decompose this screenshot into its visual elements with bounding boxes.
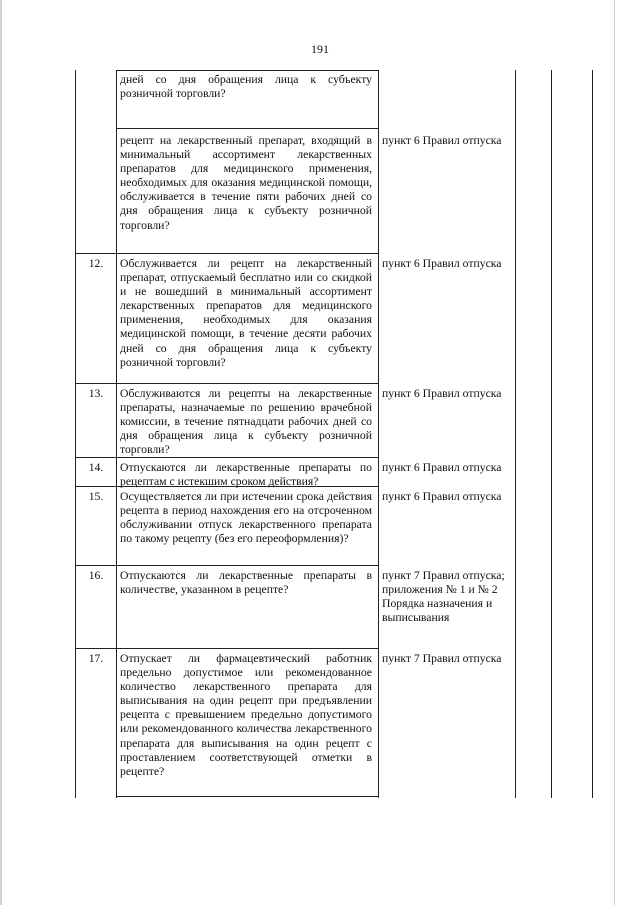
question-text: дней со дня обращения лица к субъекту розничной торговли? <box>120 73 372 101</box>
row-number: 14. <box>88 461 104 474</box>
reference-text: пункт 7 Правил отпуска; приложения № 1 и № 2 Порядка назначения и выписывания <box>382 569 505 625</box>
checklist-table <box>75 70 595 798</box>
question-text: Отпускает ли фармацевтический работник предельно допустимое или рекомендованное количество лекарственного препарата для выписывания на один рецепт при предъявлении рецепта с превышением предельно допустимого или рекомендованного количества лекарственного препарата для выписывания на один рецепт с проставлением соответствующей отметки в рецепте? <box>120 652 372 778</box>
reference-text: пункт 6 Правил отпуска <box>382 461 502 474</box>
question-text: Обслуживается ли рецепт на лекарственный препарат, отпускаемый бесплатно или со скидкой и не вошедший в минимальный ассортимент лекарственных препаратов для медицинского применения, необходимых для оказания медицинской помощи, в течение десяти рабочих дней со дня обращения лица к субъекту розничной торговли? <box>120 257 372 369</box>
reference-text: пункт 6 Правил отпуска <box>382 134 502 147</box>
row-number: 12. <box>88 257 104 270</box>
question-text: Обслуживаются ли рецепты на лекарственные препараты, назначаемые по решению врачебной комиссии, в течение пятнадцати рабочих дней со дня обращения лица к субъекту розничной торговли? <box>120 387 372 457</box>
page-number: 191 <box>311 42 329 56</box>
question-text: рецепт на лекарственный препарат, входящий в минимальный ассортимент лекарственных препаратов для медицинского применения, необходимых для оказания медицинской помощи, обслуживается в течение пяти рабочих дней со дня обращения лица к субъекту розничной торговли? <box>120 134 372 232</box>
row-number: 16. <box>88 569 104 582</box>
reference-text: пункт 6 Правил отпуска <box>382 490 502 503</box>
reference-text: пункт 6 Правил отпуска <box>382 257 502 270</box>
scan-edge-mark <box>0 0 2 905</box>
question-text: Отпускаются ли лекарственные препараты по рецептам с истекшим сроком действия? <box>120 461 372 489</box>
reference-text: пункт 7 Правил отпуска <box>382 652 502 665</box>
scan-edge-mark <box>614 0 615 905</box>
row-number: 15. <box>88 490 104 503</box>
reference-text: пункт 6 Правил отпуска <box>382 387 502 400</box>
question-text: Отпускаются ли лекарственные препараты в количестве, указанном в рецепте? <box>120 569 372 597</box>
row-number: 13. <box>88 387 104 400</box>
question-text: Осуществляется ли при истечении срока действия рецепта в период нахождения его на отсроченном обслуживании отпуск лекарственного препарата по такому рецепту (без его переоформления)? <box>120 490 372 546</box>
row-number: 17. <box>88 652 104 665</box>
